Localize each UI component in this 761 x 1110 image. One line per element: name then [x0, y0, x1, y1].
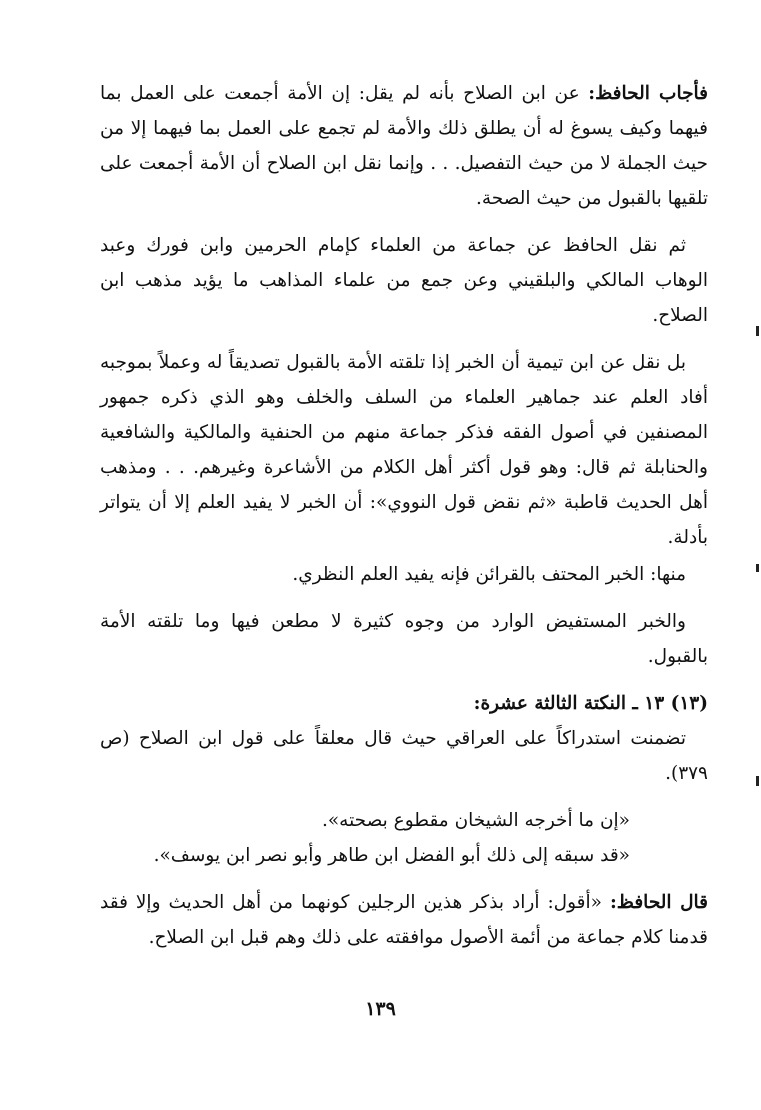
margin-mark — [756, 776, 759, 786]
paragraph-text: منها: الخبر المحتف بالقرائن فإنه يفيد العلم النظري. — [292, 564, 686, 585]
paragraph-evidence-first — [100, 557, 708, 592]
heading-paragraph: تضمنت استدراكاً على العراقي حيث قال معلقاً على قول ابن الصلاح (ص ٣٧٩). — [100, 728, 708, 784]
quote-line: «إن ما أخرجه الشيخان مقطوع بصحته». — [321, 810, 630, 831]
margin-mark — [756, 564, 759, 572]
paragraph-lead: قال الحافظ: — [609, 892, 708, 913]
paragraph-text: «أقول: أراد بذكر هذين الرجلين كونهما من أهل الحديث وإلا فقد قدمنا كلام جماعة من أئمة الأصول موافقته على ذلك وهم قبل ابن الصلاح. — [100, 892, 708, 948]
paragraph-hafiz-answer — [100, 76, 708, 216]
margin-mark — [756, 326, 759, 336]
paragraph-ibn-taymiyya — [100, 345, 708, 555]
section-heading: (١٣) ١٣ ـ النكتة الثالثة عشرة: — [473, 693, 708, 714]
page-number: ١٣٩ — [365, 998, 396, 1020]
paragraph-text: والخبر المستفيض الوارد من وجوه كثيرة لا مطعن فيها وما تلقته الأمة بالقبول. — [100, 611, 708, 667]
page-body — [100, 76, 708, 967]
paragraph-text: ثم نقل الحافظ عن جماعة من العلماء كإمام الحرمين وابن فورك وعبد الوهاب المالكي والبلقيني وعن جمع من علماء المذاهب ما يؤيد مذهب ابن الصلاح. — [100, 235, 708, 326]
paragraph-lead: فأجاب الحافظ: — [588, 83, 708, 104]
quote-line: «قد سبقه إلى ذلك أبو الفضل ابن طاهر وأبو نصر ابن يوسف». — [153, 845, 630, 866]
paragraph-evidence-second — [100, 604, 708, 674]
paragraph-text: عن ابن الصلاح بأنه لم يقل: إن الأمة أجمعت على العمل بما فيهما وكيف يسوغ له أن يطلق ذلك والأمة لم تجمع على العمل بما فيهما إلا من حيث الجملة لا من حيث التفصيل. . . وإنما نقل ابن الصلاح أن الأمة أجمعت على تلقيها بالقبول من حيث الصحة. — [100, 83, 708, 209]
paragraph-hafiz-said — [100, 885, 708, 955]
paragraph-text: بل نقل عن ابن تيمية أن الخبر إذا تلقته الأمة بالقبول تصديقاً له وعملاً بموجبه أفاد العلم عند جماهير العلماء من السلف والخلف وهو الذي ذكره جمهور المصنفين في أصول الفقه فذكر جماعة منهم من الحنفية والمالكية والشافعية والحنابلة ثم قال: وهو قول أكثر أهل الكلام من الأشاعرة وغيرهم. . . ومذهب أهل الحديث قاطبة «ثم نقض قول النووي»: أن الخبر لا يفيد العلم إلا أن يتواتر بأدلة. — [100, 352, 708, 548]
paragraph-scholars — [100, 228, 708, 333]
